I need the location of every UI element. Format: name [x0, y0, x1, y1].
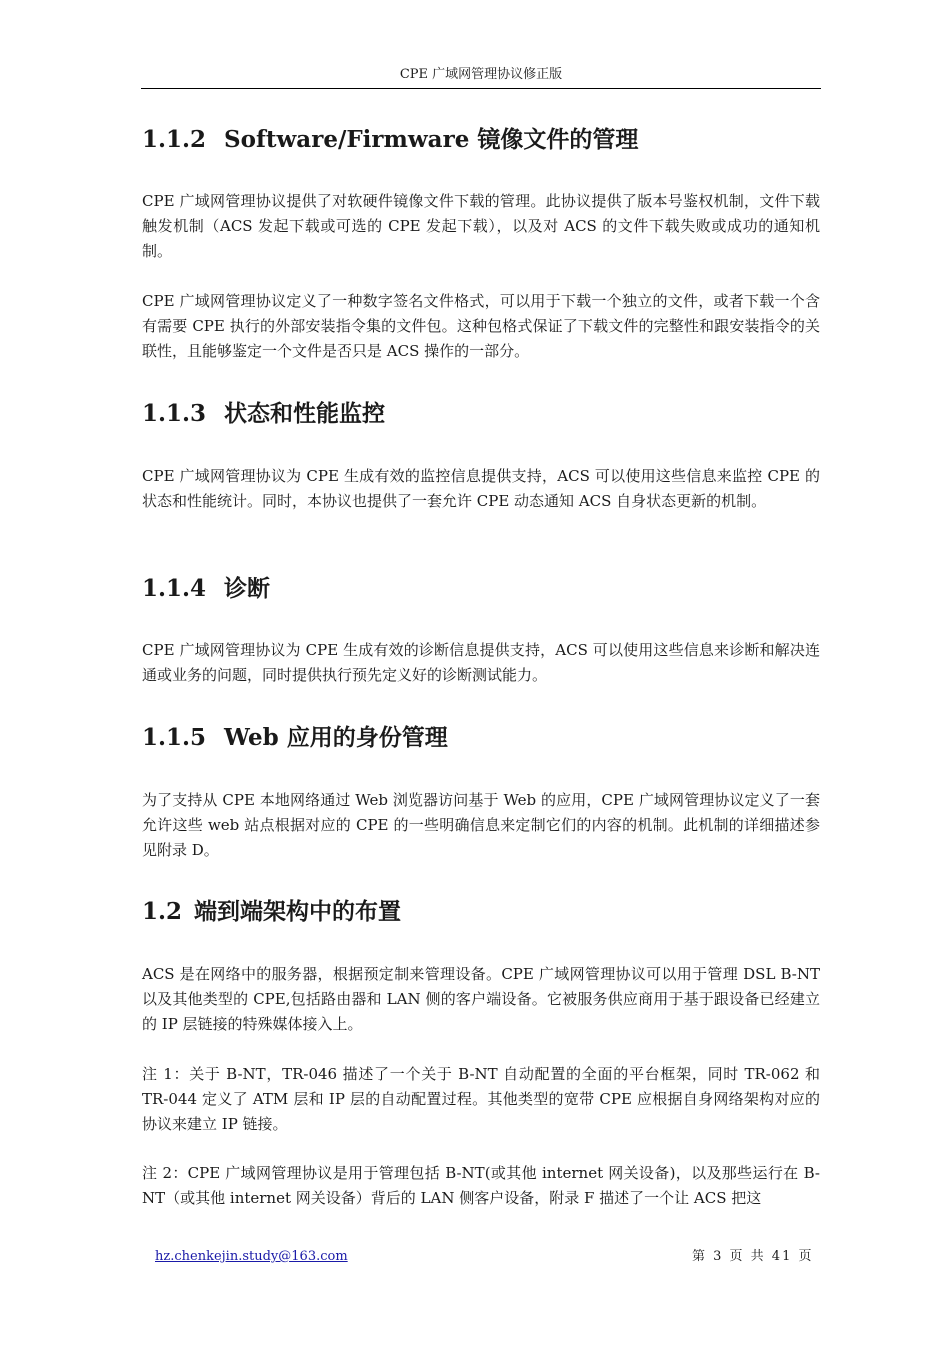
paragraph: CPE 广域网管理协议定义了一种数字签名文件格式，可以用于下载一个独立的文件，或者下载一个含有需要 CPE 执行的外部安装指令集的文件包。这种包格式保证了下载文件的完整性和跟安装指令的关联性，且能够鉴定一个文件是否只是 ACS 操作的一部分。 [142, 292, 820, 360]
paragraph: 为了支持从 CPE 本地网络通过 Web 浏览器访问基于 Web 的应用，CPE 广域网管理协议定义了一套允许这些 web 站点根据对应的 CPE 的一些明确信息来定制它们的内容的机制。此机制的详细描述参见附录 D。 [142, 791, 820, 859]
section-number: 1.1.5 [142, 724, 207, 751]
paragraph: ACS 是在网络中的服务器，根据预定制来管理设备。CPE 广域网管理协议可以用于管理 DSL B-NT 以及其他类型的 CPE,包括路由器和 LAN 侧的客户端设备。它被服务供应商用于基于跟设备已经建立的 IP 层链接的特殊媒体接入上。 [142, 965, 820, 1033]
section-heading-1-2 [142, 897, 401, 927]
section-title: 诊断 [224, 575, 271, 602]
section-number: 1.2 [142, 898, 183, 925]
paragraph: CPE 广域网管理协议为 CPE 生成有效的诊断信息提供支持，ACS 可以使用这些信息来诊断和解决连通或业务的问题，同时提供执行预先定义好的诊断测试能力。 [142, 641, 820, 684]
header-rule [141, 88, 821, 89]
page-header: CPE 广域网管理协议修正版 [399, 67, 563, 82]
section-title: 状态和性能监控 [224, 400, 386, 427]
section-title: Web 应用的身份管理 [224, 724, 448, 751]
footer-email-link[interactable]: hz.chenkejin.study@163.com [155, 1249, 348, 1264]
footer-page-number: 第 3 页 共 41 页 [692, 1249, 814, 1264]
paragraph: CPE 广域网管理协议为 CPE 生成有效的监控信息提供支持，ACS 可以使用这些信息来监控 CPE 的状态和性能统计。同时，本协议也提供了一套允许 CPE 动态通知 ACS 自身状态更新的机制。 [142, 467, 820, 510]
section-heading-1-1-3 [142, 399, 385, 429]
note-paragraph: 注 1：关于 B-NT，TR-046 描述了一个关于 B-NT 自动配置的全面的平台框架，同时 TR-062 和 TR-044 定义了 ATM 层和 IP 层的自动配置过程。其他类型的宽带 CPE 应根据自身网络架构对应的协议来建立 IP 链接。 [142, 1065, 820, 1133]
section-heading-1-1-4 [142, 574, 270, 604]
section-number: 1.1.4 [142, 575, 207, 602]
note-paragraph: 注 2：CPE 广域网管理协议是用于管理包括 B-NT(或其他 internet 网关设备)，以及那些运行在 B-NT（或其他 internet 网关设备）背后的 LAN 侧客户设备，附录 F 描述了一个让 ACS 把这 [142, 1164, 820, 1207]
section-number: 1.1.2 [142, 126, 207, 153]
section-number: 1.1.3 [142, 400, 207, 427]
section-title: Software/Firmware 镜像文件的管理 [224, 126, 639, 153]
paragraph: CPE 广域网管理协议提供了对软硬件镜像文件下载的管理。此协议提供了版本号鉴权机制，文件下载触发机制（ACS 发起下载或可选的 CPE 发起下载），以及对 ACS 的文件下载失败或成功的通知机制。 [142, 192, 820, 260]
section-heading-1-1-2 [142, 125, 638, 155]
section-heading-1-1-5 [142, 723, 448, 753]
section-title: 端到端架构中的布置 [194, 898, 402, 925]
